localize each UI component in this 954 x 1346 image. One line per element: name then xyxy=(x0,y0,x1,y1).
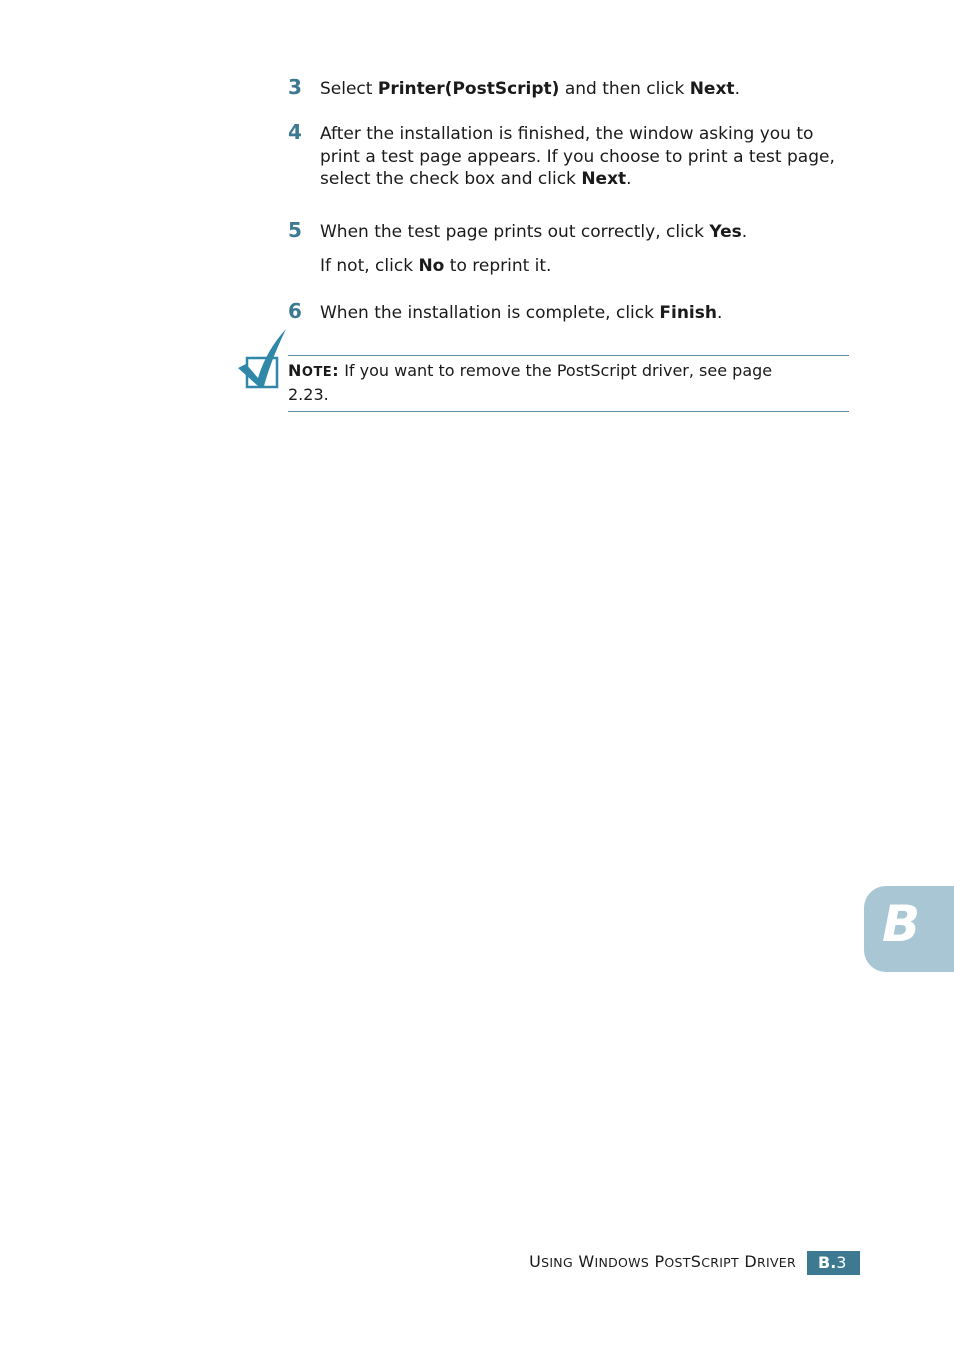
step-text: When the installation is complete, click Finish. xyxy=(320,303,723,323)
note-checkmark-icon xyxy=(236,328,288,390)
note-bottom-rule xyxy=(288,411,849,412)
footer-title: USING WINDOWS POSTSCRIPT DRIVER xyxy=(529,1252,796,1271)
step-number: 3 xyxy=(288,75,302,99)
chapter-tab-letter: B xyxy=(882,895,921,953)
step-number: 5 xyxy=(288,218,302,242)
note-text: NOTE: If you want to remove the PostScript driver, see page 2.23. xyxy=(288,361,773,404)
page-number-badge: B.3 xyxy=(807,1251,860,1275)
step-number: 4 xyxy=(288,120,302,144)
note-label: NOTE: xyxy=(288,361,340,380)
step-text: Select Printer(PostScript) and then click Next. xyxy=(320,79,740,99)
step-text: When the test page prints out correctly, click Yes. xyxy=(320,222,748,242)
note-top-rule xyxy=(288,355,849,356)
chapter-tab xyxy=(864,886,954,972)
step-number: 6 xyxy=(288,299,302,323)
step-text: After the installation is finished, the window asking you to print a test page appears. If you choose to print a test page, select the check box and click Next. xyxy=(320,124,835,189)
step-5-followup: If not, click No to reprint it. xyxy=(320,256,552,276)
